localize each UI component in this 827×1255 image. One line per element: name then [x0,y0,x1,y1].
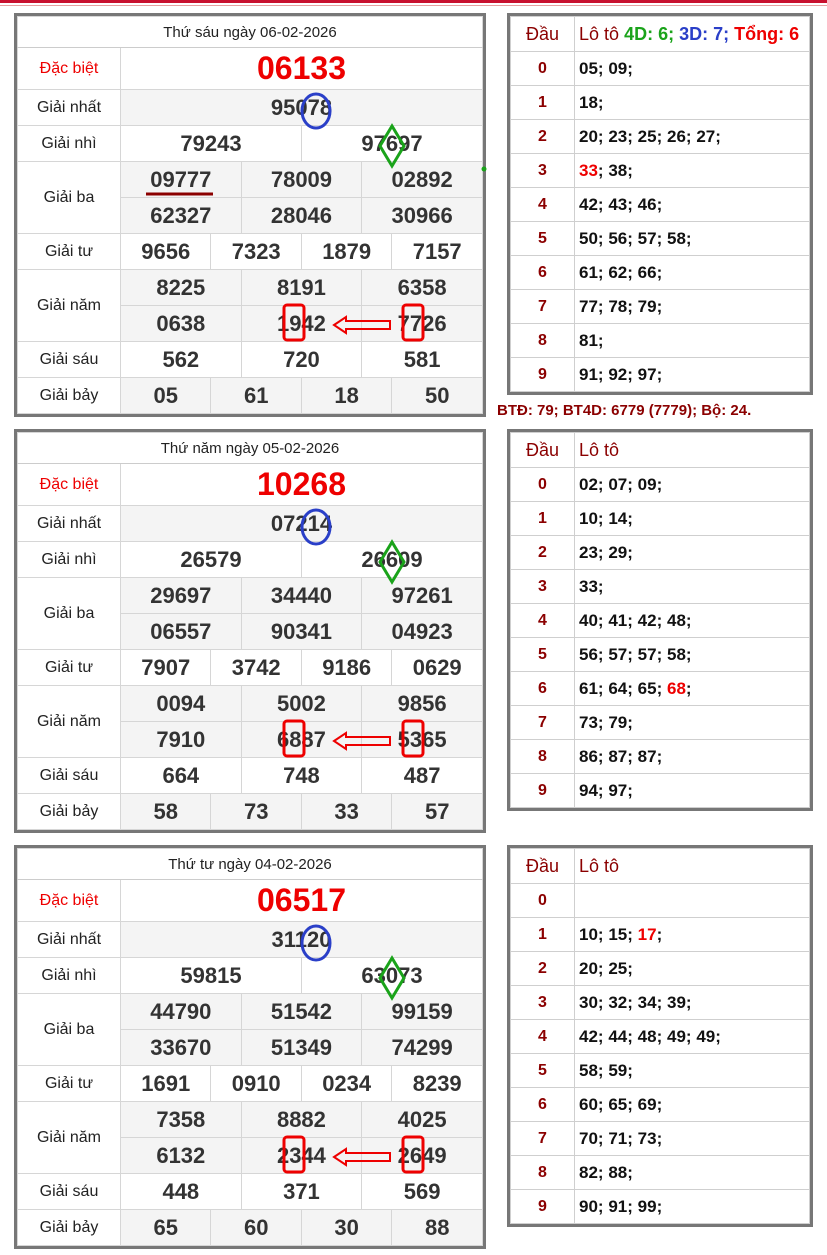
second-prize-number: 63073 [301,958,482,994]
loto-values: 82; 88; [575,1156,810,1190]
loto-header-label: Lô tô [579,439,620,460]
loto-number: 50 [579,228,598,248]
loto-number: 23 [608,126,628,146]
loto-head-digit: 8 [511,740,575,774]
loto-head-digit: 7 [511,706,575,740]
first-prize-number: 07214 [121,506,483,542]
seventh-prize-number: 33 [301,794,391,830]
prize-label-sixth: Giải sáu [18,758,121,794]
loto-number: 10 [579,508,598,528]
seventh-prize-number: 05 [121,378,211,414]
loto-head-digit: 9 [511,358,575,392]
loto-number: 86 [579,746,598,766]
loto-number: 49 [696,1026,716,1046]
loto-number: 29 [608,542,628,562]
fourth-prize-number: 7157 [392,234,483,270]
loto-number: 48 [666,610,686,630]
loto-number: 91 [608,1196,628,1216]
loto-number: 62 [608,262,628,282]
loto-head-digit: 9 [511,1190,575,1224]
loto-number: 81 [579,330,598,350]
fifth-prize-number: 6358 [362,270,483,306]
prize-label-special: Đặc biệt [18,464,121,506]
loto-values: 73; 79; [575,706,810,740]
loto-values: 70; 71; 73; [575,1122,810,1156]
loto-number: 58 [579,1060,598,1080]
prize-label-first: Giải nhất [18,90,121,126]
loto-values: 10; 15; 17; [575,918,810,952]
loto-number: 14 [608,508,628,528]
sixth-prize-number: 487 [362,758,483,794]
loto-number: 09 [637,474,657,494]
loto-number: 42 [579,194,598,214]
special-prize-number: 06517 [121,880,483,922]
loto-number: 05 [579,58,598,78]
loto-number: 30 [579,992,598,1012]
result-board [14,429,486,833]
fifth-prize-number: 1942 [241,306,362,342]
prize-label-fourth: Giải tư [18,1066,121,1102]
board-date-title: Thứ năm ngày 05-02-2026 [18,433,483,464]
second-prize-number: 26609 [301,542,482,578]
loto-number: 40 [579,610,598,630]
sixth-prize-number: 581 [362,342,483,378]
loto-count-4d: 4D: 6; [624,23,675,44]
sixth-prize-number: 664 [121,758,242,794]
fourth-prize-number: 0910 [211,1066,301,1102]
loto-head-digit: 0 [511,52,575,86]
loto-number: 58 [666,644,686,664]
loto-table [507,845,813,1227]
loto-head-digit: 9 [511,774,575,808]
loto-values: 81; [575,324,810,358]
loto-number: 33 [579,160,598,180]
sixth-prize-number: 720 [241,342,362,378]
loto-number: 18 [579,92,598,112]
loto-number: 60 [579,1094,598,1114]
third-prize-number: 90341 [241,614,362,650]
loto-head-digit: 2 [511,952,575,986]
loto-head-digit: 2 [511,120,575,154]
prize-label-fourth: Giải tư [18,234,121,270]
loto-values: 58; 59; [575,1054,810,1088]
third-prize-number: 02892 [362,162,483,198]
fifth-prize-number: 4025 [362,1102,483,1138]
third-prize-number: 97261 [362,578,483,614]
fifth-prize-number: 8191 [241,270,362,306]
loto-number: 59 [608,1060,628,1080]
loto-number: 46 [637,194,657,214]
prize-label-fifth: Giải năm [18,686,121,758]
loto-number: 57 [637,228,657,248]
loto-values: 60; 65; 69; [575,1088,810,1122]
loto-number: 57 [637,644,657,664]
loto-number: 79 [608,712,628,732]
fifth-prize-number: 6887 [241,722,362,758]
loto-number: 48 [637,1026,657,1046]
loto-number: 92 [608,364,628,384]
sixth-prize-number: 748 [241,758,362,794]
prize-label-second: Giải nhì [18,958,121,994]
loto-values: 40; 41; 42; 48; [575,604,810,638]
third-prize-number: 51349 [241,1030,362,1066]
seventh-prize-number: 50 [392,378,483,414]
second-prize-number: 26579 [121,542,302,578]
loto-values: 23; 29; [575,536,810,570]
loto-head-digit: 3 [511,154,575,188]
fourth-prize-number: 3742 [211,650,301,686]
fifth-prize-number: 5002 [241,686,362,722]
loto-header [575,17,810,52]
loto-number: 73 [637,1128,657,1148]
loto-number: 43 [608,194,628,214]
loto-number: 23 [579,542,598,562]
second-prize-number: 59815 [121,958,302,994]
prize-label-fifth: Giải năm [18,270,121,342]
prize-label-second: Giải nhì [18,126,121,162]
seventh-prize-number: 30 [301,1210,391,1246]
loto-values: 61; 62; 66; [575,256,810,290]
loto-head-digit: 3 [511,986,575,1020]
prize-label-seventh: Giải bảy [18,378,121,414]
loto-head-digit: 8 [511,324,575,358]
prize-label-third: Giải ba [18,162,121,234]
third-prize-number: 30966 [362,198,483,234]
fifth-prize-number: 0094 [121,686,242,722]
loto-values: 94; 97; [575,774,810,808]
loto-number: 42 [637,610,657,630]
third-prize-number: 04923 [362,614,483,650]
loto-number: 82 [579,1162,598,1182]
loto-grid [510,16,810,392]
loto-number: 10 [579,924,598,944]
loto-head-digit: 5 [511,638,575,672]
loto-number: 27 [696,126,716,146]
seventh-prize-number: 18 [301,378,391,414]
sixth-prize-number: 562 [121,342,242,378]
prize-label-fifth: Giải năm [18,1102,121,1174]
prize-label-fourth: Giải tư [18,650,121,686]
loto-values: 18; [575,86,810,120]
loto-number: 69 [637,1094,657,1114]
loto-number: 33 [579,576,598,596]
third-prize-number: 09777 [121,162,242,198]
fourth-prize-number: 9656 [121,234,211,270]
loto-number: 02 [579,474,598,494]
fourth-prize-number: 0629 [392,650,483,686]
seventh-prize-number: 88 [392,1210,483,1246]
board-date-title: Thứ sáu ngày 06-02-2026 [18,17,483,48]
result-table [17,848,483,1246]
fifth-prize-number: 8225 [121,270,242,306]
loto-number: 38 [608,160,628,180]
third-prize-number: 51542 [241,994,362,1030]
seventh-prize-number: 65 [121,1210,211,1246]
loto-head-digit: 4 [511,1020,575,1054]
loto-number: 15 [608,924,628,944]
loto-number: 68 [666,678,686,698]
sixth-prize-number: 371 [241,1174,362,1210]
prize-label-sixth: Giải sáu [18,1174,121,1210]
special-prize-number: 06133 [121,48,483,90]
result-table [17,432,483,830]
fifth-prize-number: 5365 [362,722,483,758]
third-prize-number: 34440 [241,578,362,614]
loto-values: 77; 78; 79; [575,290,810,324]
loto-number: 94 [579,780,598,800]
loto-number: 97 [608,780,628,800]
loto-number: 73 [579,712,598,732]
special-prize-number: 10268 [121,464,483,506]
result-table [17,16,483,414]
fourth-prize-number: 8239 [392,1066,483,1102]
loto-header [575,849,810,884]
board-date-title: Thứ tư ngày 04-02-2026 [18,849,483,880]
fifth-prize-number: 6132 [121,1138,242,1174]
loto-grid [510,848,810,1224]
loto-values: 91; 92; 97; [575,358,810,392]
fifth-prize-number: 7358 [121,1102,242,1138]
loto-number: 66 [637,262,657,282]
loto-values: 90; 91; 99; [575,1190,810,1224]
fifth-prize-number: 2344 [241,1138,362,1174]
fourth-prize-number: 0234 [301,1066,391,1102]
third-prize-number: 06557 [121,614,242,650]
summary-text: BTĐ: 79; BT4D: 6779 (7779); Bộ: 24. [497,402,752,419]
third-prize-number: 99159 [362,994,483,1030]
loto-head-digit: 3 [511,570,575,604]
loto-header-label: Lô tô [579,855,620,876]
fifth-prize-number: 2649 [362,1138,483,1174]
loto-head-digit: 6 [511,1088,575,1122]
second-prize-number: 97697 [301,126,482,162]
loto-number: 65 [637,678,657,698]
first-prize-number: 95078 [121,90,483,126]
loto-number: 91 [579,364,598,384]
top-border [0,0,827,3]
prize-label-first: Giải nhất [18,506,121,542]
seventh-prize-number: 60 [211,1210,301,1246]
loto-number: 20 [579,958,598,978]
fourth-prize-number: 7907 [121,650,211,686]
loto-head-digit: 7 [511,1122,575,1156]
loto-header-dau: Đầu [511,849,575,884]
prize-label-third: Giải ba [18,578,121,650]
loto-number: 07 [608,474,628,494]
loto-count-3d: 3D: 7; [679,23,730,44]
loto-values: 02; 07; 09; [575,468,810,502]
loto-number: 25 [637,126,657,146]
loto-header-label: Lô tô [579,23,620,44]
loto-number: 58 [666,228,686,248]
loto-head-digit: 4 [511,188,575,222]
loto-number: 41 [608,610,628,630]
prize-label-seventh: Giải bảy [18,1210,121,1246]
loto-number: 77 [579,296,598,316]
seventh-prize-number: 58 [121,794,211,830]
second-prize-number: 79243 [121,126,302,162]
loto-number: 39 [666,992,686,1012]
loto-number: 90 [579,1196,598,1216]
prize-label-sixth: Giải sáu [18,342,121,378]
loto-values: 10; 14; [575,502,810,536]
loto-number: 20 [579,126,598,146]
loto-values: 42; 43; 46; [575,188,810,222]
loto-head-digit: 5 [511,222,575,256]
loto-number: 61 [579,262,598,282]
loto-head-digit: 1 [511,502,575,536]
prize-label-special: Đặc biệt [18,48,121,90]
loto-header-dau: Đầu [511,433,575,468]
loto-number: 78 [608,296,628,316]
prize-label-first: Giải nhất [18,922,121,958]
loto-number: 65 [608,1094,628,1114]
seventh-prize-number: 61 [211,378,301,414]
loto-head-digit: 1 [511,918,575,952]
loto-head-digit: 0 [511,884,575,918]
fifth-prize-number: 7726 [362,306,483,342]
loto-values: 61; 64; 65; 68; [575,672,810,706]
loto-number: 79 [637,296,657,316]
sixth-prize-number: 448 [121,1174,242,1210]
loto-values: 20; 25; [575,952,810,986]
first-prize-number: 31120 [121,922,483,958]
prize-label-special: Đặc biệt [18,880,121,922]
loto-number: 26 [666,126,686,146]
loto-number: 97 [637,364,657,384]
sixth-prize-number: 569 [362,1174,483,1210]
loto-number: 34 [637,992,657,1012]
loto-number: 09 [608,58,628,78]
loto-head-digit: 2 [511,536,575,570]
prize-label-seventh: Giải bảy [18,794,121,830]
loto-number: 99 [637,1196,657,1216]
third-prize-number: 44790 [121,994,242,1030]
fourth-prize-number: 1879 [301,234,391,270]
loto-head-digit: 8 [511,1156,575,1190]
loto-number: 42 [579,1026,598,1046]
fifth-prize-number: 0638 [121,306,242,342]
loto-number: 87 [608,746,628,766]
loto-head-digit: 6 [511,256,575,290]
loto-number: 17 [637,924,657,944]
seventh-prize-number: 57 [392,794,483,830]
third-prize-number: 29697 [121,578,242,614]
loto-number: 25 [608,958,628,978]
third-prize-number: 33670 [121,1030,242,1066]
seventh-prize-number: 73 [211,794,301,830]
loto-number: 61 [579,678,598,698]
third-prize-number: 28046 [241,198,362,234]
loto-number: 56 [579,644,598,664]
loto-values: 33; 38; [575,154,810,188]
loto-grid [510,432,810,808]
loto-values: 20; 23; 25; 26; 27; [575,120,810,154]
loto-values: 33; [575,570,810,604]
fourth-prize-number: 1691 [121,1066,211,1102]
fifth-prize-number: 7910 [121,722,242,758]
loto-number: 32 [608,992,628,1012]
loto-count-total: Tổng: 6 [734,23,800,44]
fourth-prize-number: 7323 [211,234,301,270]
loto-head-digit: 4 [511,604,575,638]
loto-table [507,429,813,811]
loto-number: 44 [608,1026,628,1046]
third-prize-number: 62327 [121,198,242,234]
loto-number: 71 [608,1128,628,1148]
loto-head-digit: 0 [511,468,575,502]
loto-table [507,13,813,395]
third-prize-number: 78009 [241,162,362,198]
fourth-prize-number: 9186 [301,650,391,686]
prize-label-second: Giải nhì [18,542,121,578]
loto-values: 86; 87; 87; [575,740,810,774]
fifth-prize-number: 8882 [241,1102,362,1138]
result-board [14,13,486,417]
third-prize-number: 74299 [362,1030,483,1066]
loto-number: 87 [637,746,657,766]
loto-number: 70 [579,1128,598,1148]
loto-values: 50; 56; 57; 58; [575,222,810,256]
fifth-prize-number: 9856 [362,686,483,722]
loto-values: 56; 57; 57; 58; [575,638,810,672]
loto-head-digit: 7 [511,290,575,324]
loto-head-digit: 6 [511,672,575,706]
loto-number: 88 [608,1162,628,1182]
loto-number: 56 [608,228,628,248]
loto-header [575,433,810,468]
loto-number: 64 [608,678,628,698]
result-board [14,845,486,1249]
loto-number: 57 [608,644,628,664]
loto-values: 42; 44; 48; 49; 49; [575,1020,810,1054]
loto-number: 49 [666,1026,686,1046]
top-border-thin [0,5,827,6]
prize-label-third: Giải ba [18,994,121,1066]
loto-head-digit: 1 [511,86,575,120]
loto-head-digit: 5 [511,1054,575,1088]
loto-values: 05; 09; [575,52,810,86]
loto-values [575,884,810,918]
loto-values: 30; 32; 34; 39; [575,986,810,1020]
loto-header-dau: Đầu [511,17,575,52]
